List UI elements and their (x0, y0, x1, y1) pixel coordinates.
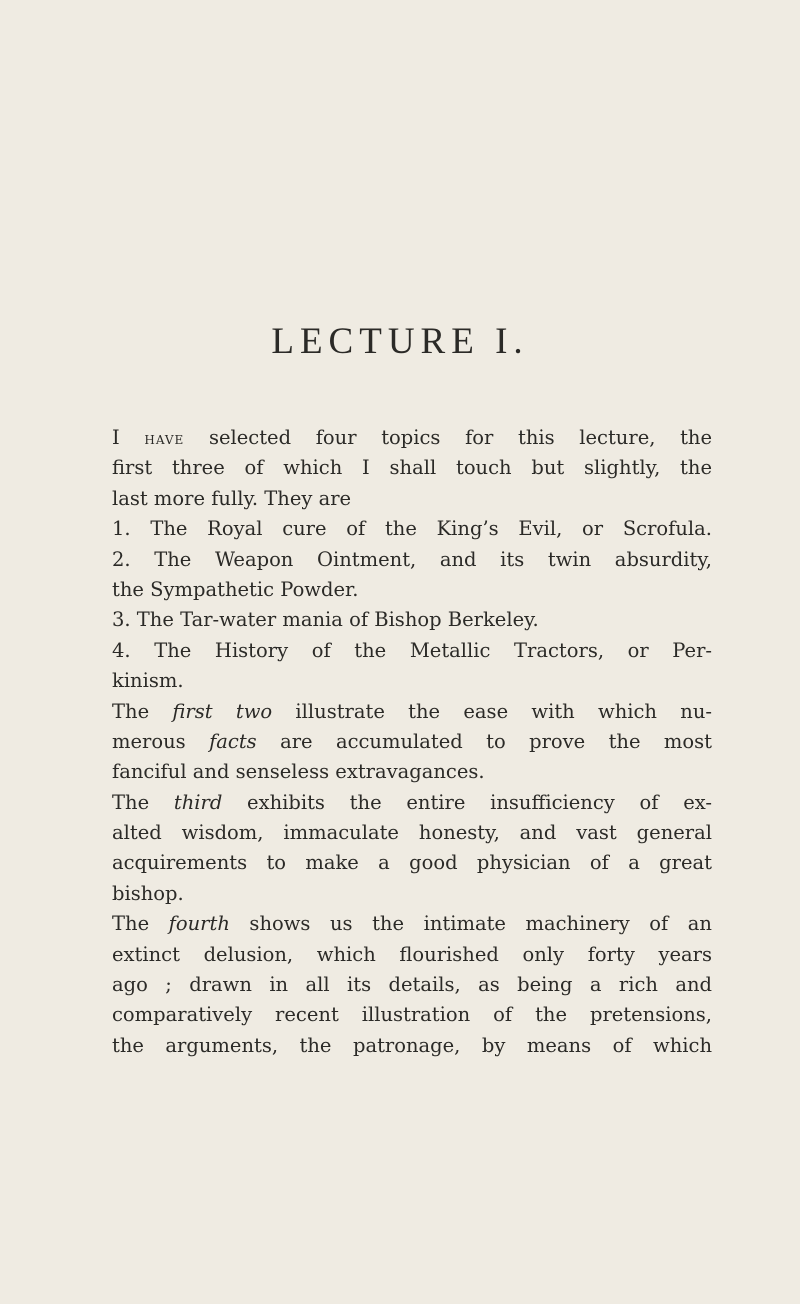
line-text: merous (112, 729, 210, 753)
text-line: the arguments, the patronage, by means of which (112, 1033, 712, 1057)
line-initial: I (112, 426, 120, 449)
text-line: extinct delusion, which flourished only forty years (112, 942, 712, 966)
emphasis: facts (209, 729, 257, 753)
emphasis: fourth (168, 912, 230, 936)
line-text: shows us the intimate machinery of an (229, 912, 712, 936)
line-text: selected four topics for this lecture, the (184, 426, 713, 449)
text-line: first three of which I shall touch but slightly, the (112, 456, 712, 480)
text-line (112, 909, 712, 939)
small-caps-word: have (144, 429, 185, 449)
text-line: alted wisdom, immaculate honesty, and vast general (112, 821, 712, 845)
line-text: illustrate the ease with which nu- (272, 699, 712, 723)
line-text: The (112, 912, 169, 936)
lecture-title: LECTURE I. (271, 321, 529, 362)
emphasis: third (173, 790, 223, 814)
line-text: exhibits the entire insufficiency of ex- (222, 790, 712, 814)
line-text: The (112, 790, 174, 814)
emphasis: first two (172, 699, 273, 723)
text-line: kinism. (112, 669, 184, 693)
text-line: comparatively recent illustration of the pretensions, (112, 1003, 712, 1027)
text-line: acquirements to make a good physician of a great (112, 851, 712, 875)
list-item: 2. The Weapon Ointment, and its twin absurdity, (112, 547, 712, 571)
body-text (112, 423, 712, 1061)
text-line: bishop. (112, 881, 184, 905)
text-line: last more fully. They are (112, 486, 352, 510)
list-item: 3. The Tar-water mania of Bishop Berkeley. (112, 608, 539, 632)
text-line: the Sympathetic Powder. (112, 577, 359, 601)
list-item: 4. The History of the Metallic Tractors, or Per- (112, 638, 712, 662)
line-text: The (112, 699, 173, 723)
line-text: are accumulated to prove the most (256, 729, 712, 753)
text-line (112, 697, 712, 727)
text-line (112, 727, 712, 757)
text-line: fanciful and senseless extravagances. (112, 760, 485, 784)
text-line: ago ; drawn in all its details, as being a rich and (112, 973, 712, 997)
list-item: 1. The Royal cure of the King’s Evil, or Scrofula. (112, 517, 712, 541)
text-line (112, 423, 712, 453)
text-line (112, 788, 712, 818)
